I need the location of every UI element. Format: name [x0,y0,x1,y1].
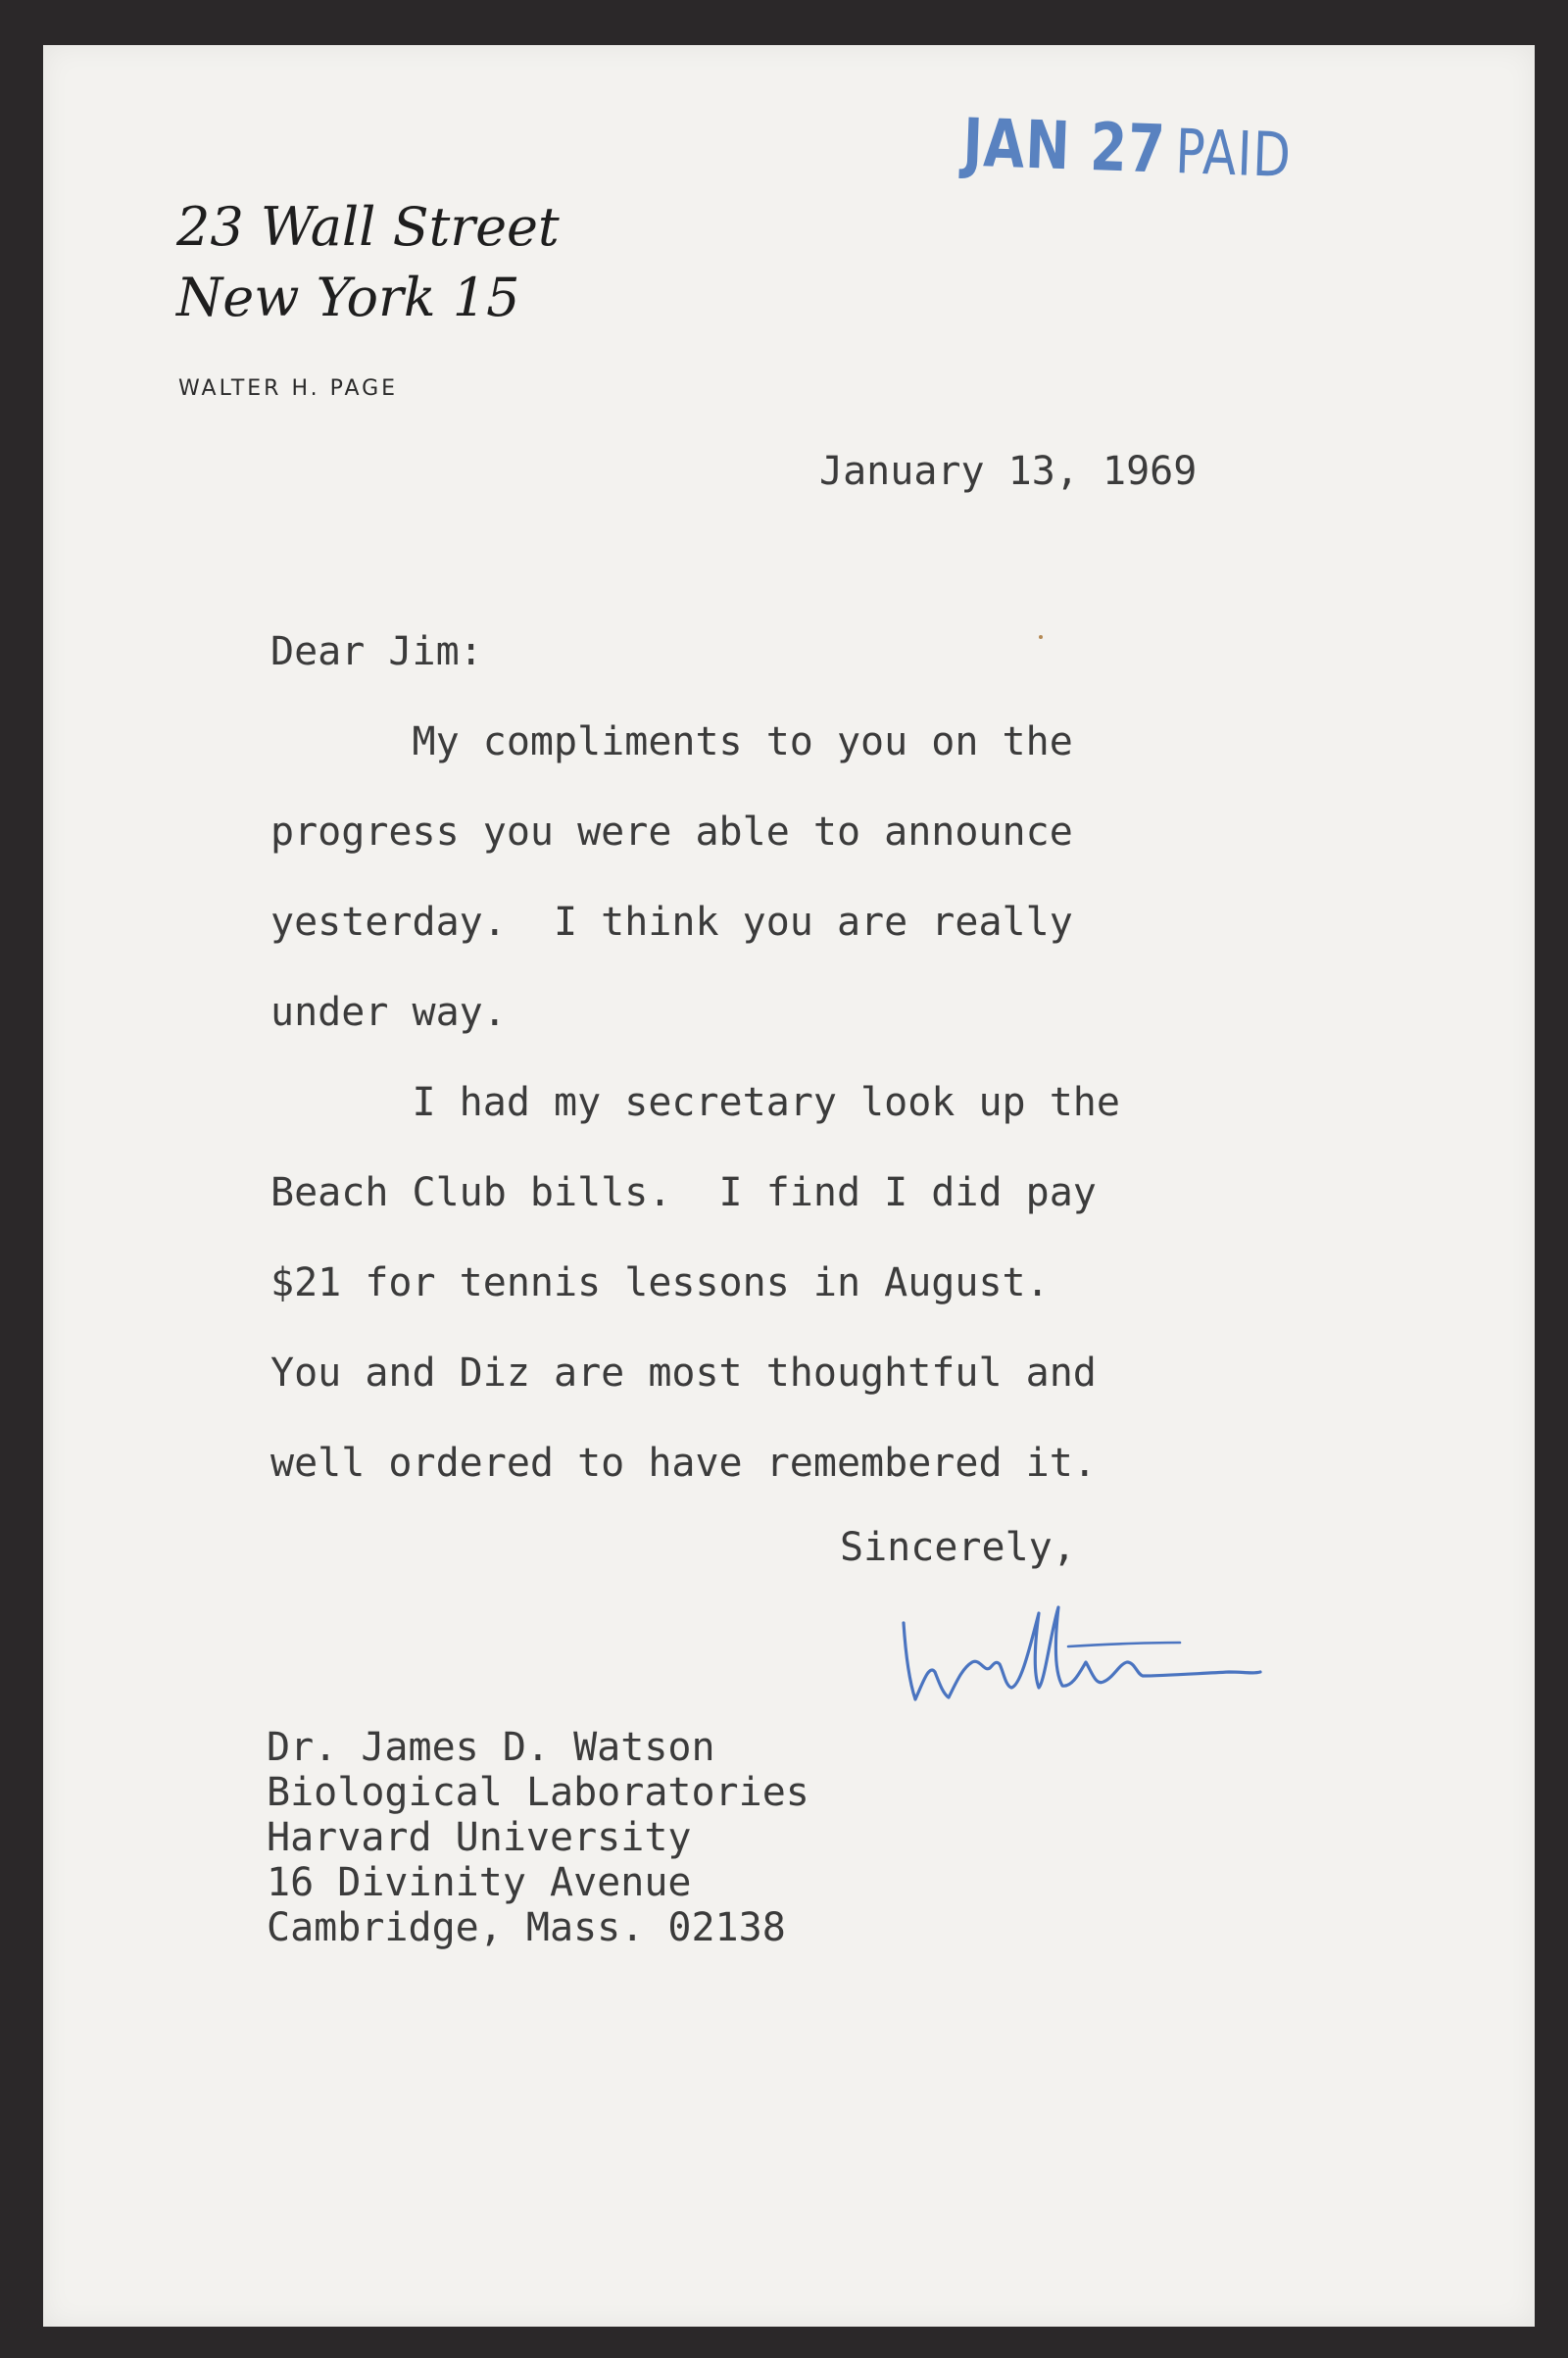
body-line: progress you were able to announce [270,810,1073,855]
recipient-institution: Harvard University [267,1815,692,1860]
body-line: yesterday. I think you are really [270,900,1073,945]
recipient-address [267,1725,809,1950]
recipient-name: Dr. James D. Watson [267,1725,715,1770]
ink-speck [1039,635,1043,639]
handwritten-signature [896,1603,1268,1711]
body-line: You and Diz are most thoughtful and [270,1351,1097,1396]
letterhead-address [176,192,560,333]
closing: Sincerely, [840,1525,1076,1570]
salutation: Dear Jim: [270,629,483,674]
stamp-status: PAID [1174,116,1294,192]
body-line: I had my secretary look up the [270,1080,1120,1125]
letterhead-name: WALTER H. PAGE [178,376,399,401]
letterhead-city: New York 15 [176,267,520,328]
recipient-department: Biological Laboratories [267,1770,809,1815]
letter-page [43,45,1535,2327]
recipient-street: 16 Divinity Avenue [267,1860,692,1905]
recipient-city: Cambridge, Mass. 02138 [267,1905,786,1950]
letterhead-street: 23 Wall Street [176,196,560,258]
stamp-date: JAN 27 [961,104,1167,188]
letter-date: January 13, 1969 [819,449,1198,494]
body-line: under way. [270,990,507,1035]
body-line: $21 for tennis lessons in August. [270,1260,1050,1305]
body-line: well ordered to have remembered it. [270,1441,1097,1486]
body-line: My compliments to you on the [270,719,1073,764]
body-line: Beach Club bills. I find I did pay [270,1170,1097,1215]
paid-stamp [961,104,1293,192]
